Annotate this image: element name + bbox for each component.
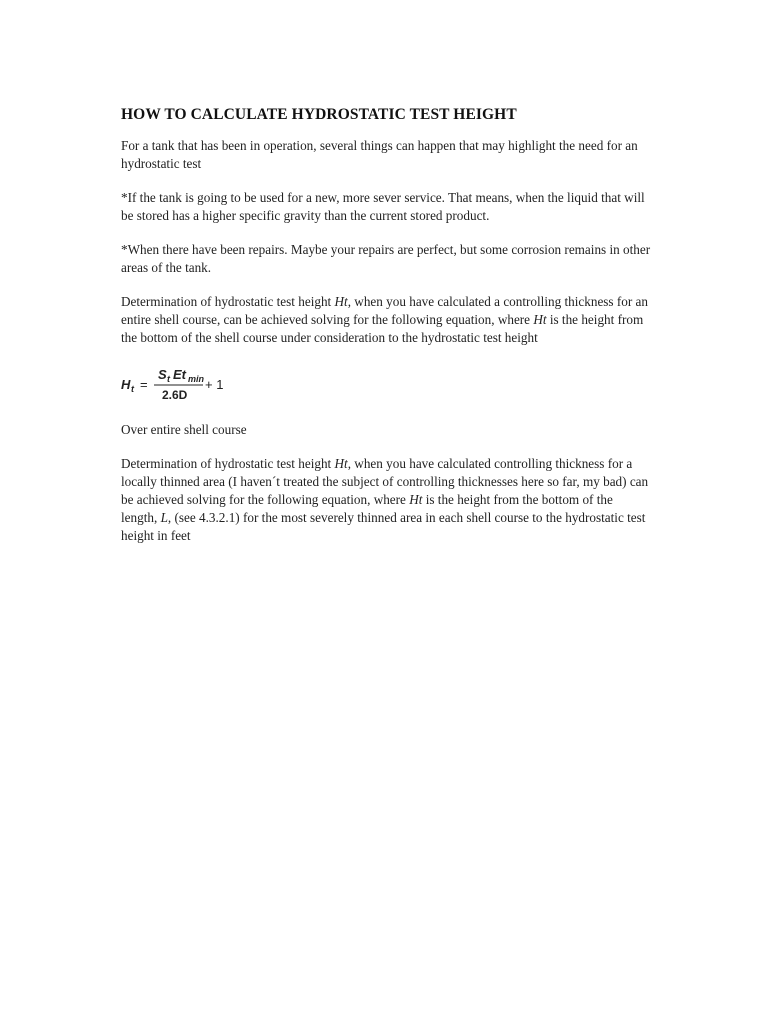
locally-thinned-paragraph-part4: , (see 4.3.2.1) for the most severely thinned area in each shell course to the hydrostatic test height in feet	[121, 510, 646, 543]
length-term: L	[160, 510, 168, 525]
ht-term: Ht	[533, 312, 547, 327]
formula-denominator: 2.6D	[162, 388, 188, 402]
formula-equals: =	[140, 377, 148, 392]
ht-term: Ht	[334, 294, 348, 309]
formula-graphic	[121, 363, 241, 407]
locally-thinned-paragraph	[121, 455, 651, 545]
formula-num-s-sub: t	[167, 374, 170, 384]
document-content	[121, 106, 651, 561]
ht-term: Ht	[334, 456, 348, 471]
shell-course-paragraph-part1: Determination of hydrostatic test height	[121, 294, 335, 309]
ht-term: Ht	[409, 492, 423, 507]
formula-plus-one: + 1	[205, 377, 224, 392]
shell-course-paragraph	[121, 293, 651, 347]
hydrostatic-height-formula	[121, 363, 651, 407]
intro-paragraph: For a tank that has been in operation, several things can happen that may highlight the need for an hydrostatic test	[121, 138, 638, 171]
formula-lhs-sub: t	[131, 384, 134, 394]
bullet-repairs: *When there have been repairs. Maybe your repairs are perfect, but some corrosion remains in other areas of the tank.	[121, 242, 651, 275]
locally-thinned-paragraph-part1: Determination of hydrostatic test height	[121, 456, 335, 471]
bullet-new-service: *If the tank is going to be used for a new, more sever service. That means, when the liquid that will be stored has a higher specific gravity than the current stored product.	[121, 190, 645, 223]
locally-thinned-paragraph-part2: , when you have calculated controlling thickness for a locally thinned area (I haven´t treated the subject of controlling thicknesses here so far, my bad) can be achieved solving for the following equation, where	[121, 456, 649, 507]
shell-course-paragraph-part2: , when you have calculated a controlling thickness for an entire shell course, can be achieved solving for the following equation, where	[121, 294, 648, 327]
locally-thinned-paragraph-part3: is the height from the bottom of the length,	[121, 492, 613, 525]
shell-course-paragraph-part3: is the height from the bottom of the shell course under consideration to the hydrostatic test height	[121, 312, 644, 345]
document-title: HOW TO CALCULATE HYDROSTATIC TEST HEIGHT	[121, 106, 517, 123]
formula-lhs: H	[121, 377, 131, 392]
formula-caption: Over entire shell course	[121, 422, 247, 437]
formula-num-s: S	[158, 367, 167, 382]
formula-num-et: Et	[173, 367, 186, 382]
formula-num-et-sub: min	[188, 374, 205, 384]
